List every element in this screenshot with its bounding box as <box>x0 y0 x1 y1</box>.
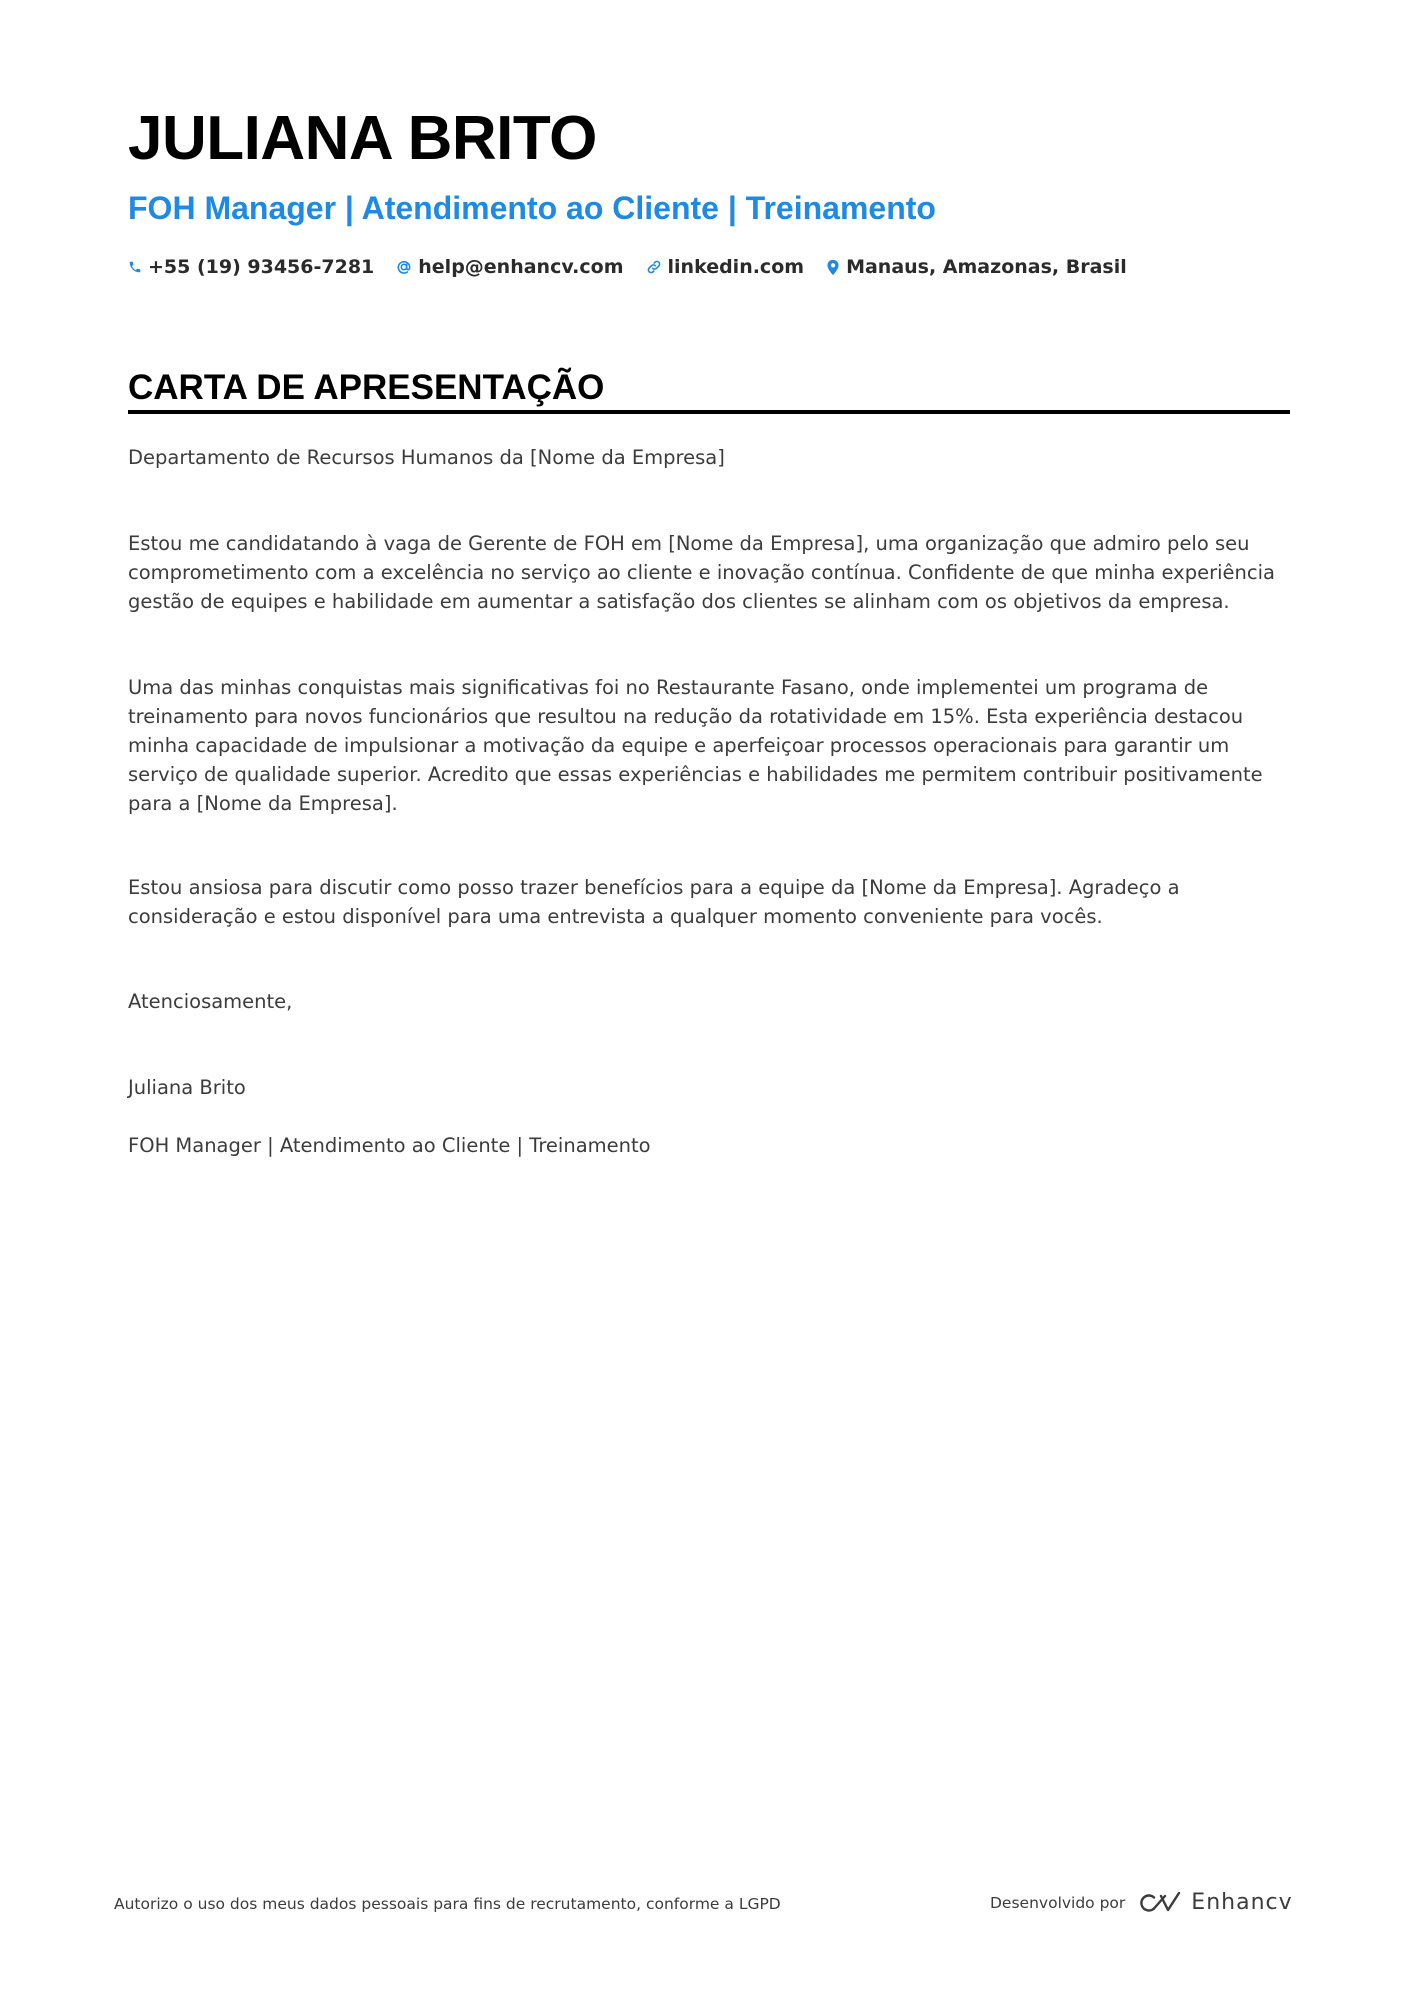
contact-linkedin[interactable] <box>646 256 805 278</box>
candidate-name: JULIANA BRITO <box>128 104 597 173</box>
section-title: CARTA DE APRESENTAÇÃO <box>128 368 605 407</box>
at-icon <box>396 259 412 275</box>
contact-email-text: help@enhancv.com <box>418 256 624 278</box>
contact-linkedin-text: linkedin.com <box>667 256 805 278</box>
powered-by[interactable] <box>990 1890 1293 1915</box>
contact-email[interactable] <box>396 256 623 278</box>
consent-note: Autorizo o uso dos meus dados pessoais para fins de recrutamento, conforme a LGPD <box>114 1895 781 1913</box>
section-divider <box>128 410 1290 414</box>
powered-by-label: Desenvolvido por <box>990 1893 1126 1912</box>
location-pin-icon <box>826 259 840 276</box>
link-icon <box>646 259 662 275</box>
signature-title: FOH Manager | Atendimento ao Cliente | Treinamento <box>128 1134 651 1157</box>
contact-bar <box>128 256 1149 278</box>
paragraph-2: Uma das minhas conquistas mais significativas foi no Restaurante Fasano, onde implementei um programa de treinamento para novos funcionários que resultou na redução da rotatividade em 15%. Esta experiência destacou minha capacidade de impulsionar a motivação da equipe e aperfeiçoar processos operacionais para garantir um serviço de qualidade superior. Acredito que essas experiências e habilidades me permitem contribuir positivamente para a [Nome da Empresa]. <box>128 676 1263 815</box>
contact-location <box>826 256 1127 278</box>
signature-name: Juliana Brito <box>128 1076 246 1099</box>
paragraph-1: Estou me candidatando à vaga de Gerente de FOH em [Nome da Empresa], uma organização que admiro pelo seu comprometimento com a excelência no serviço ao cliente e inovação contínua. Confidente de que minha experiência gestão de equipes e habilidade em aumentar a satisfação dos clientes se alinham com os objetivos da empresa. <box>128 532 1275 613</box>
contact-phone[interactable] <box>128 256 374 278</box>
closing: Atenciosamente, <box>128 990 293 1013</box>
contact-phone-text: +55 (19) 93456-7281 <box>148 256 375 278</box>
candidate-headline: FOH Manager | Atendimento ao Cliente | Treinamento <box>128 190 936 226</box>
brand-name: Enhancv <box>1191 1890 1293 1915</box>
recipient-line: Departamento de Recursos Humanos da [Nome da Empresa] <box>128 446 725 469</box>
phone-icon <box>128 260 142 274</box>
enhancv-logo-icon <box>1137 1891 1183 1915</box>
paragraph-3: Estou ansiosa para discutir como posso trazer benefícios para a equipe da [Nome da Empresa]. Agradeço a consideração e estou disponível para uma entrevista a qualquer momento conveniente para vocês. <box>128 876 1180 928</box>
contact-location-text: Manaus, Amazonas, Brasil <box>846 256 1127 278</box>
